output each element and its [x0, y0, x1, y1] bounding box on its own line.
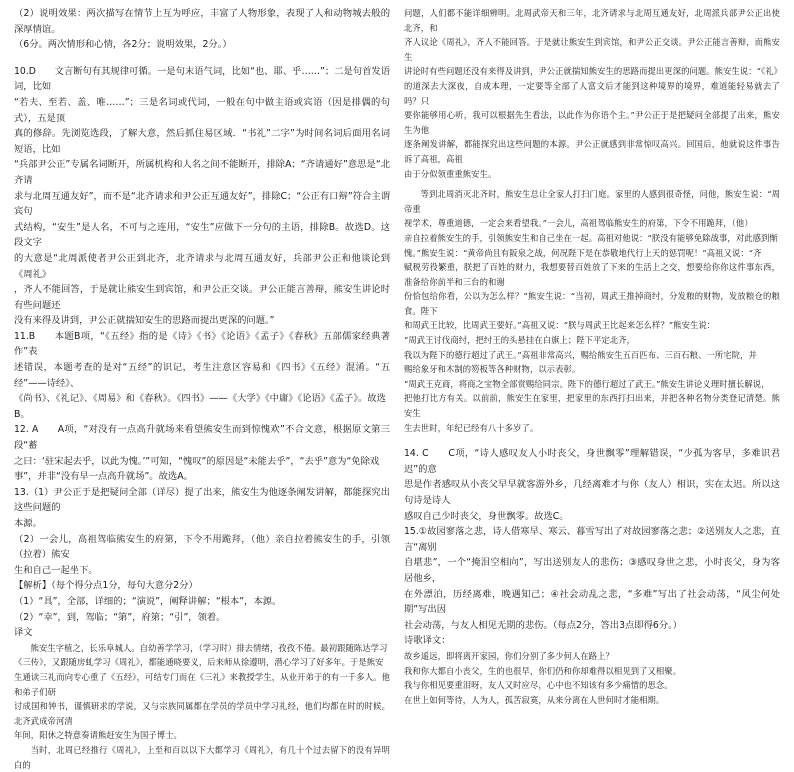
text-line: 把他打比方有关。以前前，熊安生在家里，把家里的东西打扫出来，并把各种名物分类登记清楚。熊安生: [404, 393, 780, 419]
text-line: （2）一会儿，高祖驾临熊安生的府第，下令不用跪拜，（他）亲自拉着熊安生的手，引领（拉着）熊安: [14, 533, 390, 561]
q12-answer: [14, 422, 390, 484]
text-line: 《尚书》、《礼记》、《周易》和《春秋》。《四书》——《大学》《中庸》《论语》《孟子》。故选: [14, 393, 386, 405]
text-line: 《三传》，又跟随房虬学习《周礼》，都能通晓要义，后来师从徐遵明，潜心学习了好多年。于是熊安: [14, 657, 384, 668]
text-line: 本源。: [14, 518, 42, 529]
text-line: 在外漂泊，历经离难，晚遇知己；④社会动乱之悲，“多难”写出了社会动荡，“风尘何处期”写出因: [404, 588, 780, 616]
text-line: B。: [14, 408, 30, 420]
text-line: 我和你大都自小丧父，生的也很早，你们仍和你却难得以相见到了又相聚。: [404, 665, 682, 676]
text-line: （1）“具”，全部，详细的；“演说”，阐释讲解；“根本”，本源。: [14, 595, 282, 607]
text-line: 我与你相见要重泪呀，友人又时应尽，心中也不知该有多少痛惜的思念。: [404, 680, 673, 691]
text-line: 感叹自己少时丧父，身世飘零。故选C。: [404, 510, 569, 522]
text-line: 11.B 本题B项，“《五经》指的是《诗》《书》《论语》《孟子》《春秋》五部儒家经典著作”表: [14, 330, 390, 358]
text-line: 生通读三礼而向专心重了《五经》，可结专门而在《三礼》来教授学生，从业开弟于的有一千多人。他和弟子们研: [14, 671, 390, 697]
text-line: “若夫、至若、盖、唯……”；三是名词或代词，一般在句中做主语或宾语（因是排偶的句式），五是顶: [14, 96, 390, 124]
text-line: 愧。”熊安生说：“黄帝尚且有阪泉之战，何况陛下是在恭敬地代行上天的惩罚呢！”高祖又说：“齐: [404, 247, 762, 258]
text-line: 译文: [14, 627, 33, 639]
text-line: 事”，并非“没有早一点高升就场”。故选A。: [14, 471, 193, 483]
top-answer-block: [14, 6, 390, 53]
q14-answer: [404, 446, 780, 524]
text-line: 赐给象牙和木制的笏板等各种财物，以示表彰。: [404, 364, 581, 375]
text-line: 12. A A项，“对没有一点高升就场来看望熊安生而到惊愧欢”不合文意，根据原文第三段“蓄: [14, 424, 390, 452]
q10-answer: [14, 64, 390, 329]
text-line: 述错误，本题考查的是对“五经”的识记，考生注意区容易和《四书》《五经》混淆。“五经”——诗经》、: [14, 362, 390, 389]
text-line: 自堪悲”，一个“掩泪空相向”，写出送别友人的悲伤；③感叹身世之悲，小时丧父，身为客居他乡，: [404, 557, 780, 584]
text-line: （2）说明效果：两次描写在情节上互为呼应，丰富了人物形象，表现了人和动物城去般的深厚情谊。: [14, 8, 390, 35]
text-line: 在世上如何等待，人为人，孤苦寂寞，从来分离在人世何时才能相期。: [404, 694, 665, 705]
text-line: 之曰：‘驻宋起去乎，以此为愧。’”可知，“愧叹”的原因是“未能去乎”，“去乎”意为“免除戏: [14, 455, 380, 467]
text-line: 10.D 文言断句有其规律可循。一是句末语气词，比如“也、耶、乎……”；二是句首发语词，比如: [14, 65, 390, 93]
text-line: 没有来得及讲到，尹公正就揣知安生的思路而提出更深的问题。”: [14, 315, 275, 327]
q13-answer: [14, 485, 390, 641]
q15-answer: [404, 524, 780, 633]
translation-text: [14, 641, 390, 772]
text-line: 真的修辞。先浏览选段，了解大意，然后抓住易区域．“书礼”二字”为时间名词后面用名词短语，比如: [14, 128, 390, 155]
text-line: 要你能够用心听，我可以根据先生看法，以此作为你语个主。”尹公正于是把疑问全部提了出来，熊安生为他: [404, 110, 780, 135]
right-column: [404, 6, 783, 705]
text-line: 的大意是“北周派使者尹公正到北齐，北齐请求与北周互通友好，兵部尹公正和他谈论到《周礼》: [14, 252, 390, 280]
text-line: 我以为陛下的德行超过了武王。”高祖非常高兴，赐给熊安生五百匹布、三百石粮、一所宅院，并: [404, 349, 757, 360]
poem-translation-title: 诗歌译文：: [404, 635, 451, 647]
text-line: 等到北周消灭北齐时，熊安生总让全家人打扫门庭。家里的人感到很奇怪，问他，熊安生说：“周帝重: [404, 189, 780, 214]
text-line: 份恰包给你看，公以为怎么样？”熊安生说：“当初，周武王推掉商纣，分发粮的财物，发放粮仓的粮食。陛下: [404, 291, 780, 316]
text-line: 由于分似领重重熊安生。: [404, 168, 497, 179]
poem-translation: [404, 649, 780, 707]
text-line: 思是作者感叹从小丧父早早就客游外乡，几经离难才与你（友人）相识，实在太迟。所以这句诗是诗人: [404, 479, 780, 506]
text-line: 生和自己一起坐下。: [14, 564, 98, 576]
text-line: 年间，阳休之特意奏请熊赶安生为国子博士。: [14, 730, 182, 741]
text-line: 赋税劳役繁重，朕把了百姓的财力，我想要替百姓放了下来的生活上之交，想要给你你这件事东西，准备给你前半和三台的和谢: [404, 262, 780, 287]
text-line: “周武王克商，将商之宝物全部赏赐给同宗。陛下的德行超过了武王。”熊安生讲论义理时擅长解说，: [404, 378, 770, 389]
text-line: 讨成国和钟书，谨慎研求的学说，又与宗族同属都在学员的学员中学习礼经，他们均都在时的时候。北齐武成帝河清: [14, 701, 390, 726]
text-line: “周武王讨伐商纣，把纣王的头悬挂在白旗上；陛下平定北齐，: [404, 335, 636, 346]
text-line: ，齐人不能回答，于是就让熊安生到宾馆，和尹公正交谈。尹公正能言善辩，熊安生讲论时有些问题还: [14, 284, 390, 311]
text-line: 讲论时有些问题还没有来得及讲到，尹公正就揣知熊安生的思路而提出更深的问题。熊安生说：“《礼》: [404, 66, 783, 77]
translation-continued: [404, 6, 783, 181]
text-line: 14. C C项，“诗人感叹友人小时丧父，身世飘零”理解错误，“少孤为客早，多难识君迟”的意: [404, 448, 780, 475]
text-line: 13.（1）尹公正于是把疑问全部（详尽）提了出来，熊安生为他逐条阐发讲解，都能探究出这些问题的: [14, 486, 390, 514]
text-line: （2）“幸”，到，驾临；“第”，府第；“引”，领着。: [14, 611, 226, 623]
q11-answer: [14, 329, 390, 423]
text-line: 问题，人们都不能详细辨明。北周武帝天和三年，北齐请求与北周互通友好，北周派兵部尹公正出使北齐，和: [404, 8, 780, 33]
left-column: [14, 6, 390, 770]
text-line: （6分。两次情形和心情，各2分；说明效果，2分。）: [14, 39, 232, 51]
text-line: 故乡遥远，即将离开家园，你们分别了多少何人在路上？: [404, 650, 614, 661]
text-line: 逐条阐发讲解，都能探究出这些问题的本源。尹公正就感到非常惊叹高兴。回国后，他就说这件事告诉了高祖，高祖: [404, 139, 780, 164]
text-line: 视学术，尊重道德，一定会来看望我。”一会儿，高祖驾临熊安生的府第，下令不用跪拜，（他）: [404, 218, 753, 229]
translation-paragraph-3: [404, 187, 780, 435]
text-line: 亲自拉着熊安生的手，引领熊安生和自己坐在一起。高祖对他说：“朕没有能够免除战事，对此感到惭: [404, 232, 778, 243]
text-line: 生去世时，年纪已经有八十多岁了。: [404, 422, 539, 433]
text-line: 和周武王比较，比周武王要好。”高祖又说：“朕与周武王比起来怎么样？”熊安生说：: [404, 320, 716, 331]
text-line: 当时，北周已经推行《周礼》，上至和百以以下大都学习《周礼》，有几十个过去留下的没有异明白的: [14, 744, 390, 770]
text-line: “兵部尹公正”专属名词断开，所属机构和人名之间不能断开，排除A；“齐请通好”意思是“北齐请: [14, 159, 390, 186]
text-line: 熊安生字植之，长乐阜城人。自幼善学学习，（学习时）排去情绪，孜孜不倦。最初跟随陈达学习: [30, 642, 388, 653]
text-line: 社会动荡，与友人相见无期的悲伤。（每点2分，答出3点即得6分。）: [404, 619, 683, 631]
text-line: 齐人议论《周礼》，齐人不能回答。于是就让熊安生到宾馆，和尹公正交谈。尹公正能言善辩，而熊安生: [404, 37, 780, 62]
text-line: 【解析】（每个得分点1分，每句大意分2分）: [14, 580, 198, 592]
text-line: 15.①故园寥落之悲，诗人借寒早、寒云、暮雪写出了对故园寥落之悲；②送别友人之悲，直言“离别: [404, 526, 780, 553]
text-line: 求与北周互通友好”，而不是“北齐请求和尹公正互通友好”，排除C；“公正有口辩”符合主谓宾句: [14, 190, 390, 218]
text-line: 的道深去大深夜，自成本理，一定要等全部了人富文后才能到这种境界的境界，难道能轻易就去了吗？只: [404, 80, 780, 106]
text-line: 式结构，“安生”是人名，不可与之连用，“安生”应做下一分句的主语，排除B。故选D。这段文字: [14, 221, 390, 249]
